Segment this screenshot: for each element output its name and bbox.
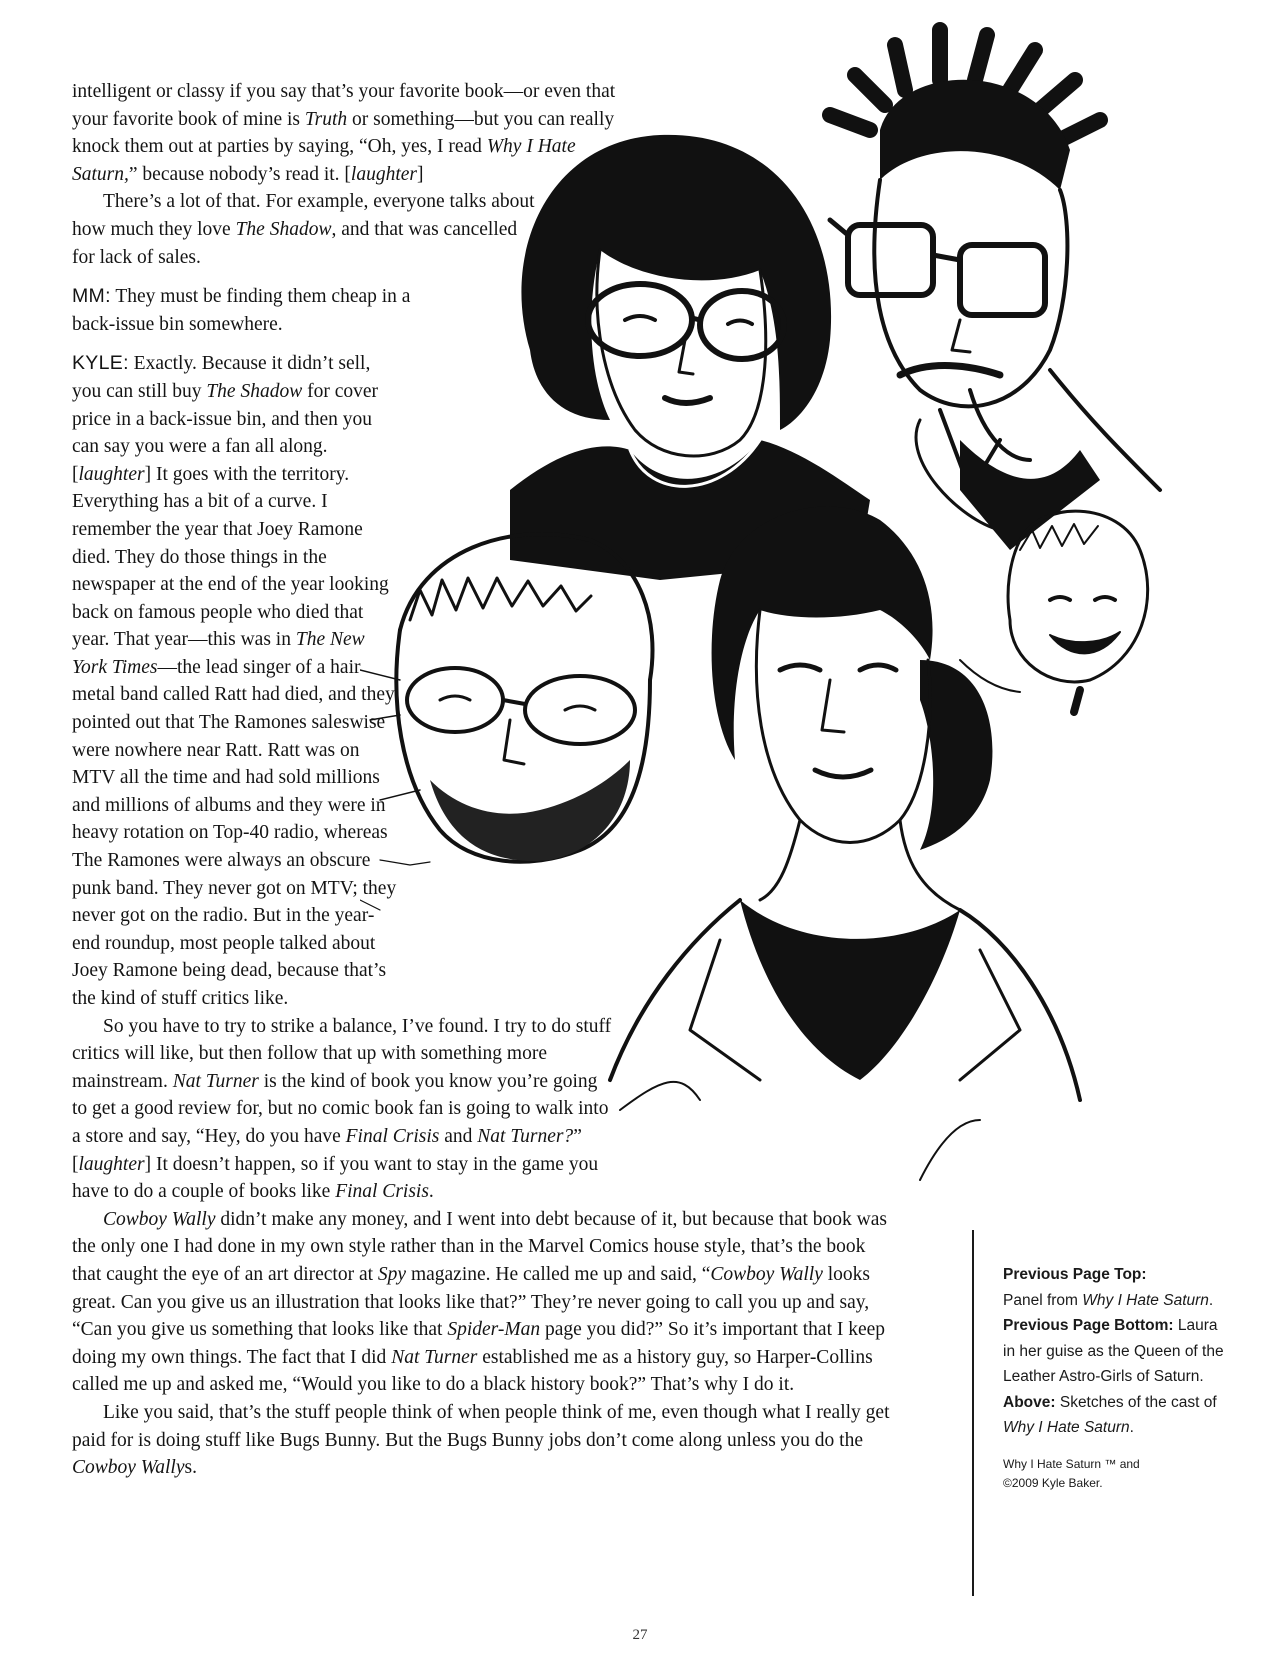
caption-previous-page-bottom: Previous Page Bottom: Laura in her guise as the Queen of the Leather Astro-Girls of Saturn. [1003,1317,1224,1385]
speaker-mm: MM: [72,285,111,308]
paragraph-6: Cowboy Wally didn’t make any money, and I went into debt because of it, but because that book was the only one I had done in my own style rather than in the Marvel Comics house style, that’s the book that caught the eye of an art director at Spy magazine. He called me up and said, “Cowboy Wally looks great. Can you give us an illustration that looks like that?” They’re never going to call you up and say, “Can you give us something that looks like that Spider-Man page you did?” So it’s important that I keep doing my own things. The fact that I did Nat Turner established me as a history guy, so Harper-Collins called me up and asked me, “Would you like to do a black history book?” That’s why I do it. [72,1208,887,1396]
interview-text [72,78,952,1482]
speaker-kyle: KYLE: [72,352,129,375]
sidebar-divider [972,1230,974,1596]
paragraph-3: MM: They must be finding them cheap in a back-issue bin somewhere. [72,285,411,335]
paragraph-4: KYLE: Exactly. Because it didn’t sell, you can still buy The Shadow for cover price in a back-issue bin, and then you can say you were a fan all along. [laughter] It goes with the territory. Everything has a bit of a curve. I remember the year that Joey Ramone died. They do those things in the newspaper at the end of the year looking back on famous people who died that year. That year—this was in The New York Times—the lead singer of a hair metal band called Ratt had died, and they pointed out that The Ramones saleswise were nowhere near Ratt. Ratt was on MTV all the time and had sold millions and millions of albums and they were in heavy rotation on Top-40 radio, whereas The Ramones were always an obscure punk band. They never got on MTV; they never got on the radio. But in the year-end roundup, most people talked about Joey Ramone being dead, because that’s the kind of stuff critics like. [72,352,397,1009]
caption-sidebar [1003,1262,1233,1493]
copyright-credit: Why I Hate Saturn ™ and ©2009 Kyle Baker. [1003,1456,1140,1490]
paragraph-1: intelligent or classy if you say that’s your favorite book—or even that your favorite book of mine is Truth or something—but you can really knock them out at parties by saying, “Oh, yes, I read Why I Hate Saturn,” because nobody’s read it. [laughter] [72,81,616,185]
paragraph-5: So you have to try to strike a balance, I’ve found. I try to do stuff critics will like, but then follow that up with something more mainstream. Nat Turner is the kind of book you know you’re going to get a good review for, but no comic book fan is going to walk into a store and say, “Hey, do you have Final Crisis and Nat Turner?” [laughter] It doesn’t happen, so if you want to stay in the game you have to do a couple of books like Final Crisis. [72,1015,612,1203]
caption-previous-page-top: Previous Page Top: Panel from Why I Hate Saturn. [1003,1266,1214,1309]
paragraph-2: There’s a lot of that. For example, everyone talks about how much they love The Shadow, and that was cancelled for lack of sales. [72,191,535,268]
sketch-laughing-man [960,511,1148,712]
page-number: 27 [632,1627,648,1643]
caption-above: Above: Sketches of the cast of Why I Hate Saturn. [1003,1393,1217,1436]
paragraph-7: Like you said, that’s the stuff people think of when people think of me, even though what I really get paid for is doing stuff like Bugs Bunny. But the Bugs Bunny jobs don’t come along unless you do the Cowboy Wallys. [72,1401,890,1479]
